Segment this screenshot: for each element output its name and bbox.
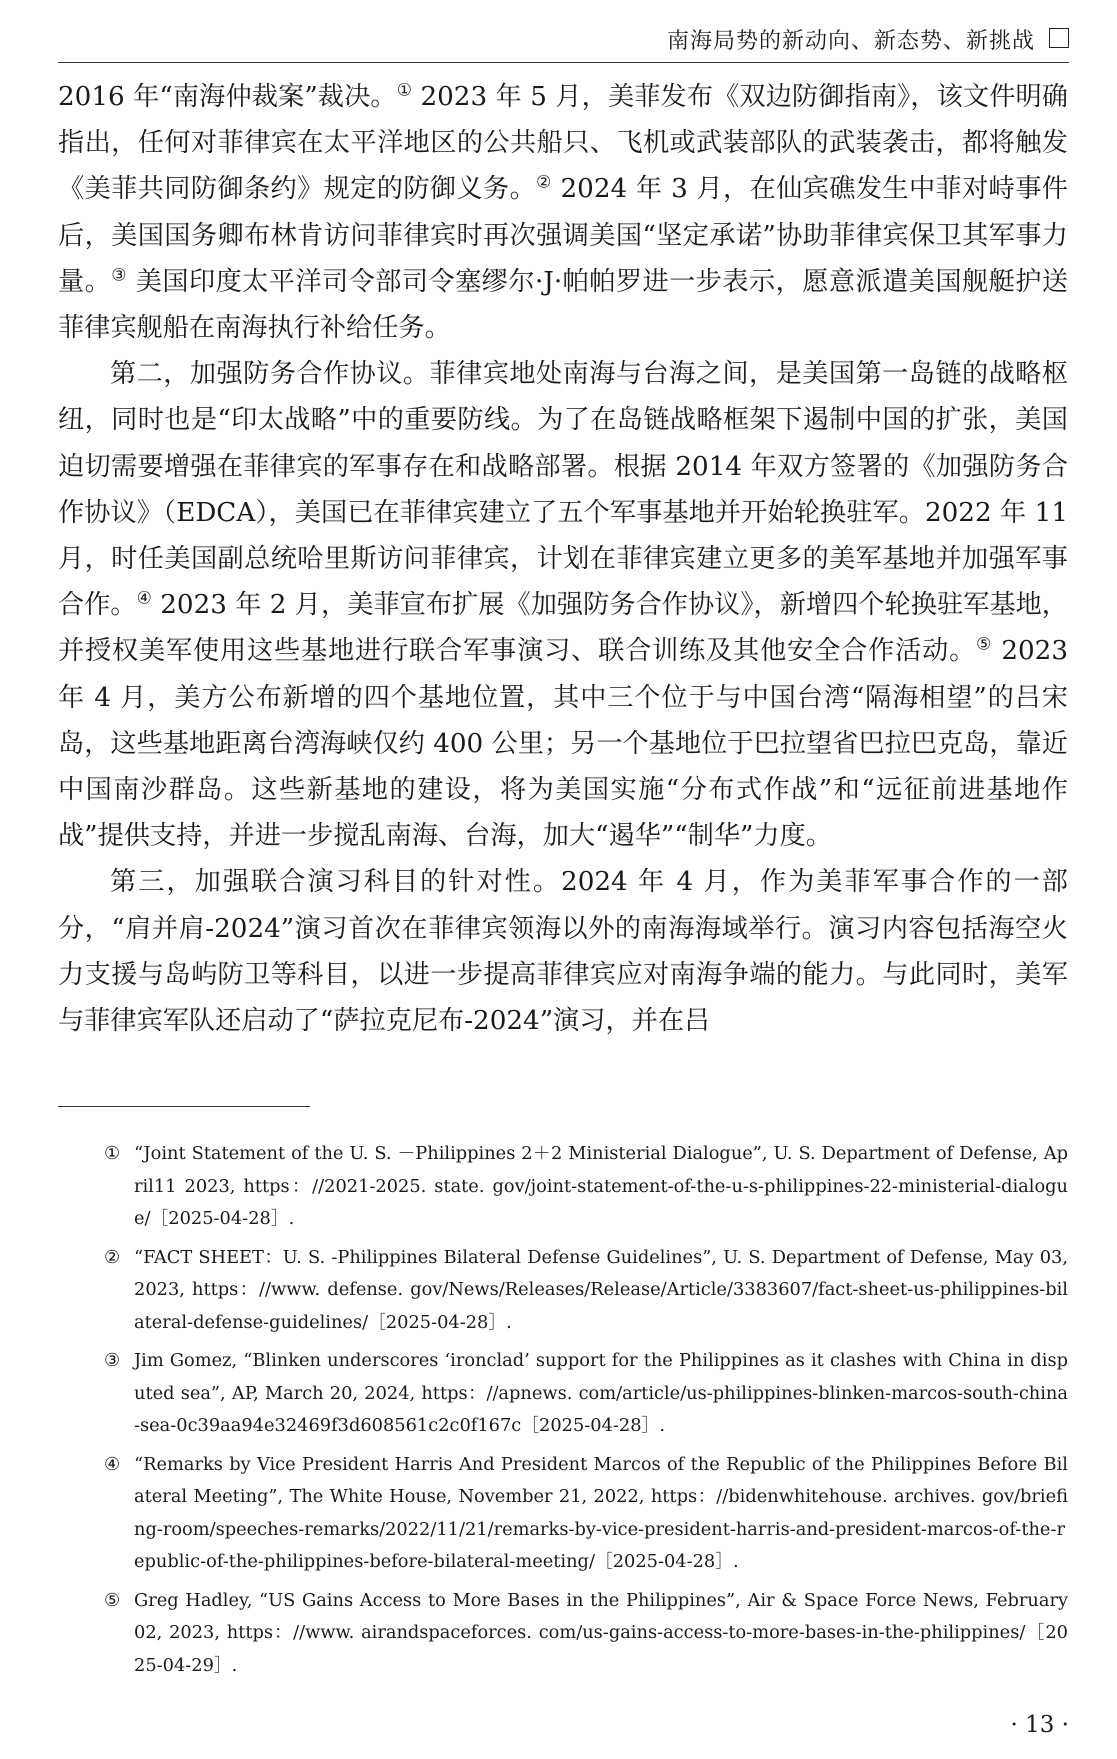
- footnote: [104, 1345, 1068, 1443]
- footnote-ref[interactable]: ②: [536, 172, 552, 193]
- footnote-text: Jim Gomez, “Blinken underscores ‘ironclad’ support for the Philippines as it clashes with China in disputed sea”, AP, March 20, 2024, https：//apnews. com/article/us-philippines-blinken-marcos-south-china-sea-0c39aa94e32469f3d608561c2c0f167c［2025-04-28］.: [134, 1350, 1068, 1436]
- footnote-mark: ③: [104, 1350, 120, 1371]
- footnote-mark: ①: [104, 1143, 120, 1164]
- footnote-ref[interactable]: ③: [111, 265, 127, 286]
- footnote-text: “Joint Statement of the U. S. －Philippines 2＋2 Ministerial Dialogue”, U. S. Department of Defense, April11 2023, https：//2021-2025. state. gov/joint-statement-of-the-u-s-philippines-22-ministerial-dialogue/［2025-04-28］.: [134, 1143, 1068, 1229]
- page-number: · 13 ·: [1010, 1712, 1069, 1738]
- main-text: [58, 74, 1068, 1044]
- footnote-mark: ⑤: [104, 1589, 120, 1611]
- footnote-mark: ②: [104, 1246, 120, 1268]
- footnotes: [104, 1138, 1068, 1688]
- footnote: [104, 1242, 1068, 1340]
- footnote: [104, 1585, 1068, 1683]
- paragraph: [58, 74, 1068, 351]
- footnote-ref[interactable]: ⑤: [976, 634, 993, 655]
- footnote-divider: [58, 1106, 310, 1107]
- running-header: [58, 10, 1069, 63]
- header-title: 南海局势的新动向、新态势、新挑战: [666, 29, 1035, 54]
- footnote-mark: ④: [104, 1453, 120, 1475]
- text-segment: 2023 年 4 月，美方公布新增的四个基地位置，其中三个位于与中国台湾“隔海相望”的吕宋岛，这些基地距离台湾海峡仅约 400 公里；另一个基地位于巴拉望省巴拉巴克岛，靠近中国南沙群岛。这些新基地的建设，将为美国实施“分布式作战”和“远征前进基地作战”提供支持，并进一步搅乱南海、台海，加大“遏华”“制华”力度。: [58, 636, 1068, 852]
- footnote-text: Greg Hadley, “US Gains Access to More Bases in the Philippines”, Air & Space Force News, February 02, 2023, https：//www. airandspaceforces. com/us-gains-access-to-more-bases-in-the-philippines/［2025-04-29］.: [134, 1589, 1068, 1676]
- text-segment: 2023 年 2 月，美菲宣布扩展《加强防务合作协议》，新增四个轮换驻军基地，并授权美军使用这些基地进行联合军事演习、联合训练及其他安全合作活动。: [58, 590, 1068, 667]
- text-segment: 第三，加强联合演习科目的针对性。2024 年 4 月，作为美菲军事合作的一部分，“肩并肩-2024”演习首次在菲律宾领海以外的南海海域举行。演习内容包括海空火力支援与岛屿防卫等科目，以进一步提高菲律宾应对南海争端的能力。与此同时，美军与菲律宾军队还启动了“萨拉克尼布-2024”演习，并在吕: [58, 867, 1068, 1037]
- footnote-text: “FACT SHEET：U. S. -Philippines Bilateral Defense Guidelines”, U. S. Department of Defense, May 03, 2023, https：//www. defense. gov/News/Releases/Release/Article/3383607/fact-sheet-us-philippines-bilateral-defense-guidelines/［2025-04-28］.: [134, 1246, 1068, 1333]
- footnote-ref[interactable]: ④: [136, 588, 152, 609]
- paragraph: [58, 859, 1068, 1044]
- text-segment: 2023 年 5 月，美菲发布《双边防御指南》，该文件明确指出，任何对菲律宾在太平洋地区的公共船只、飞机或武装部队的武装袭击，都将触发《美菲共同防御条约》规定的防御义务。: [58, 82, 1068, 205]
- footnote: [104, 1138, 1068, 1236]
- footnote-text: “Remarks by Vice President Harris And President Marcos of the Republic of the Philippines Before Bilateral Meeting”, The White House, November 21, 2022, https：//bidenwhitehouse. archives. gov/briefing-room/speeches-remarks/2022/11/21/remarks-by-vice-president-harris-and-president-marcos-of-the-republic-of-the-philippines-before-bilateral-meeting/［2025-04-28］.: [134, 1453, 1068, 1572]
- text-segment: 美国印度太平洋司令部司令塞缪尔·J·帕帕罗进一步表示，愿意派遣美国舰艇护送菲律宾舰船在南海执行补给任务。: [58, 266, 1069, 344]
- text-segment: 第二，加强防务合作协议。菲律宾地处南海与台海之间，是美国第一岛链的战略枢纽，同时也是“印太战略”中的重要防线。为了在岛链战略框架下遏制中国的扩张，美国迫切需要增强在菲律宾的军事存在和战略部署。根据 2014 年双方签署的《加强防务合作协议》（EDCA），美国已在菲律宾建立了五个军事基地并开始轮换驻军。2022 年 11 月，时任美国副总统哈里斯访问菲律宾，计划在菲律宾建立更多的美军基地并加强军事合作。: [58, 359, 1068, 621]
- paragraph: [58, 351, 1068, 859]
- text-segment: 2016 年“南海仲裁案”裁决。: [58, 82, 397, 112]
- footnote: [104, 1449, 1068, 1579]
- text-segment: 2024 年 3 月，在仙宾礁发生中菲对峙事件后，美国国务卿布林肯访问菲律宾时再次强调美国“坚定承诺”协助菲律宾保卫其军事力量。: [58, 174, 1068, 297]
- footnote-ref[interactable]: ①: [396, 80, 413, 101]
- header-square-icon: [1049, 28, 1069, 48]
